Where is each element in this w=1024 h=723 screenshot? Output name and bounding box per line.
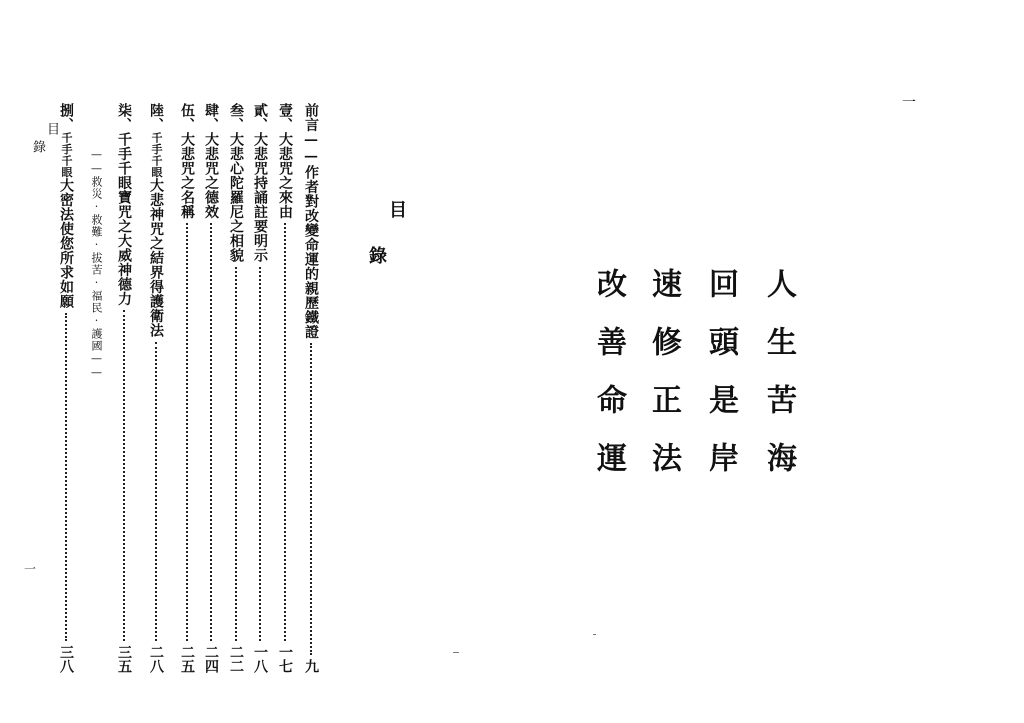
toc-label-prefix: 捌、 [58,103,74,132]
toc-label-rest: 大密法使您所求如願 [58,178,74,309]
toc-title [366,200,406,264]
verse-column-2: 回頭是岸 [703,268,738,500]
toc-entry-preface[interactable] [303,103,319,673]
verse-column-3: 速修正法 [646,268,681,500]
toc-leader-dots [65,313,67,642]
toc-sub-note: ——救災·救難·拔苦·福民·護國—— [90,148,103,380]
toc-entry-8[interactable] [58,103,74,673]
left-folio: 一 [24,562,37,576]
toc-label: 貳、大悲咒持誦註要明示 [252,103,268,263]
toc-page-number: 二八 [148,645,164,673]
toc-leader-dots [123,310,125,641]
toc-leader-dots [235,267,237,642]
toc-entry-7[interactable] [116,103,132,673]
scan-mark [593,634,596,635]
toc-label-sub [61,132,72,178]
toc-label: 叁、大悲心陀羅尼之相貌 [228,103,244,263]
running-header [30,122,58,155]
toc-page-number: 三五 [116,645,132,673]
toc-page-number: 二五 [179,645,195,673]
toc-label-prefix: 陸、 [148,103,164,132]
toc-label: 壹、大悲咒之來由 [277,103,293,219]
running-header-char-2: 錄 [30,140,45,155]
toc-label: 前言——作者對改變命運的親歷鐵證 [303,103,319,339]
verse-column-4: 改善命運 [591,268,626,500]
verse-column-1: 人生苦海 [761,268,796,500]
toc-entry-1[interactable] [277,103,293,673]
toc-leader-dots [284,223,286,641]
toc-page-number: 九 [303,659,319,673]
toc-entry-5[interactable] [179,103,195,673]
toc-entry-3[interactable] [228,103,244,673]
toc-label: 柒、千手千眼寶咒之大威神德力 [116,103,132,306]
toc-label-sub [151,132,162,178]
toc-label-sub-1: 千手 [150,132,163,155]
toc-leader-dots [259,267,261,642]
toc-entry-4[interactable] [203,103,219,673]
toc-label-sub-1: 千手 [60,132,73,155]
toc-label-sub-2: 千眼 [150,155,163,178]
toc-title-char-1: 目 [386,200,407,218]
right-folio: 一 [902,95,916,111]
toc-label: 伍、大悲咒之名稱 [179,103,195,219]
scan-mark [453,652,459,653]
toc-label: 肆、大悲咒之德效 [203,103,219,219]
toc-label-rest: 大悲神咒之結界得護衛法 [148,178,164,338]
toc-label [148,103,164,338]
toc-page-number: 二二 [228,645,244,673]
toc-label [58,103,74,309]
toc-leader-dots [210,223,212,641]
toc-leader-dots [310,343,312,655]
toc-page-number: 二四 [203,645,219,673]
toc-leader-dots [186,223,188,641]
toc-label-sub-2: 千眼 [60,155,73,178]
toc-page-number: 一八 [252,645,268,673]
toc-page-number: 一七 [277,645,293,673]
toc-title-char-2: 錄 [366,246,387,264]
toc-entry-6[interactable] [148,103,164,673]
toc-leader-dots [155,342,157,642]
toc-entry-2[interactable] [252,103,268,673]
running-header-char-1: 目 [44,122,59,137]
toc-page-number: 三八 [58,645,74,673]
